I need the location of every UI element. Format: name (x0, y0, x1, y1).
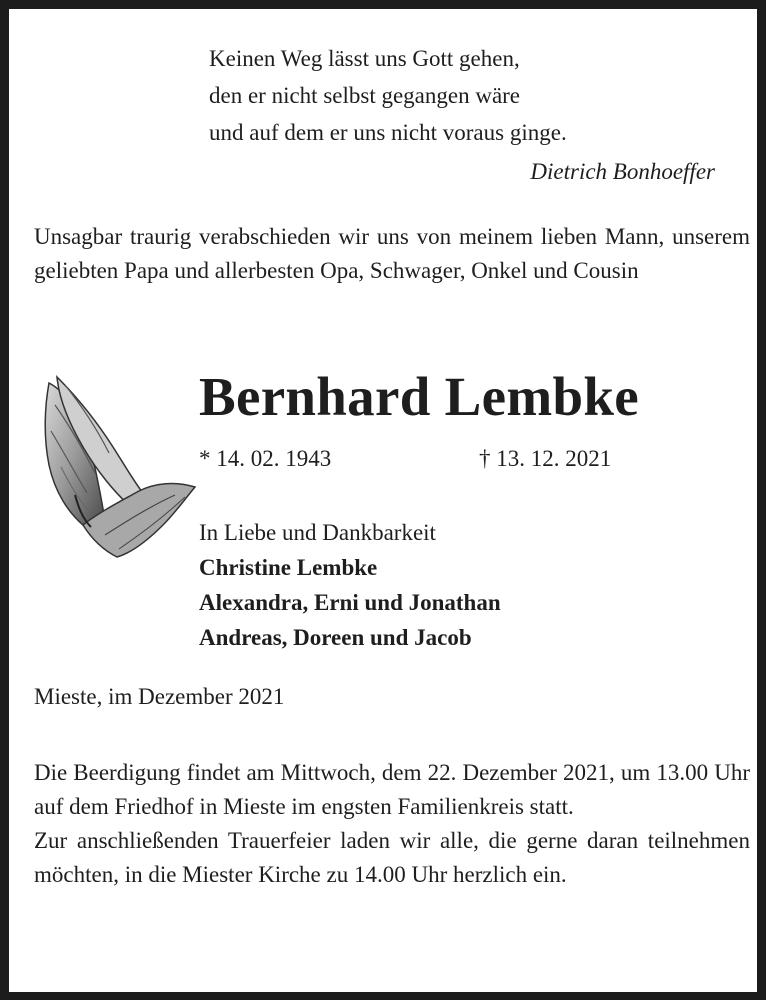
place-date: Mieste, im Dezember 2021 (34, 684, 285, 709)
birth-date: * 14. 02. 1943 (199, 446, 332, 471)
deceased-name: Bernhard Lembke (199, 366, 639, 427)
quote-author: Dietrich Bonhoeffer (530, 159, 715, 184)
funeral-paragraph: Die Beerdigung findet am Mittwoch, dem 22. Dezember 2021, um 13.00 Uhr auf dem Friedhof in Mieste im engsten Familienkreis statt. (34, 760, 750, 819)
mourner-name: Andreas, Doreen und Jacob (199, 625, 472, 650)
motto-line: und auf dem er uns nicht voraus ginge. (209, 120, 567, 145)
motto-quote (209, 40, 567, 151)
motto-line: Keinen Weg lässt uns Gott gehen, (209, 46, 520, 71)
mourner-name: Christine Lembke (199, 555, 378, 580)
funeral-info (34, 756, 750, 892)
mourners-heading: In Liebe und Dankbarkeit (199, 520, 436, 545)
death-date: † 13. 12. 2021 (479, 446, 612, 471)
mourners-block (199, 515, 501, 655)
intro-text: Unsagbar traurig verabschieden wir uns von meinem lieben Mann, unserem geliebten Papa und allerbesten Opa, Schwager, Onkel und Cousin (34, 224, 750, 283)
motto-line: den er nicht selbst gegangen wäre (209, 83, 521, 108)
mourner-name: Alexandra, Erni und Jonathan (199, 590, 501, 615)
praying-hands-icon (35, 375, 201, 561)
reception-paragraph: Zur anschließenden Trauerfeier laden wir alle, die gerne daran teilnehmen möchten, in die Miester Kirche zu 14.00 Uhr herzlich ein. (34, 828, 750, 887)
